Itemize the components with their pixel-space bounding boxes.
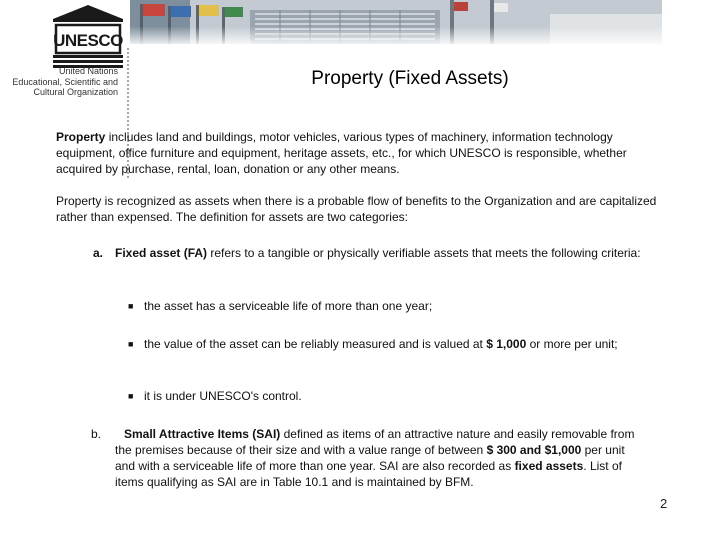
recognition-paragraph: Property is recognized as assets when there is a probable flow of benefits to the Organization and are capitalized rather than expensed. The definition for assets are two categories:: [56, 194, 657, 224]
criteria-text: it is under UNESCO's control.: [144, 389, 302, 403]
sai-text: defined as items of an attractive nature and easily removable from the premises because of their size and with a value range of between: [115, 427, 635, 457]
unesco-temple-logo: [50, 3, 126, 71]
org-name-line: United Nations: [58, 66, 118, 76]
criteria-bullet: [128, 388, 628, 404]
banner-fade-overlay: [130, 0, 662, 44]
criteria-bullet: [128, 336, 628, 352]
list-item-small-attractive-items: [91, 426, 636, 490]
criteria-text: [144, 336, 628, 352]
bullet-dot-icon: ■: [128, 339, 134, 349]
property-definition-text: includes land and buildings, motor vehicles, various types of machinery, information technology equipment, office furniture and equipment, heritage assets, etc., for which UNESCO is responsible, whether acquired by purchase, rental, loan, donation or any other means.: [56, 130, 627, 176]
criteria-text-pre: the value of the asset can be reliably measured and is valued at: [144, 337, 487, 351]
criteria-text: the asset has a serviceable life of more than one year;: [144, 299, 433, 313]
list-marker: b.: [91, 427, 102, 441]
org-name-line: Educational, Scientific and: [12, 76, 118, 87]
list-item-fixed-asset: [93, 245, 653, 261]
sai-value-range: $ 300 and $1,000: [486, 443, 582, 457]
bullet-dot-icon: ■: [128, 301, 134, 311]
fixed-assets-term: fixed assets: [514, 459, 584, 473]
sai-text: . List of items qualifying as SAI are in Table 10.1 and is maintained by BFM.: [115, 459, 622, 489]
bullet-dot-icon: ■: [128, 391, 134, 401]
sai-term: Small Attractive Items (SAI): [124, 427, 281, 441]
org-name-line: Cultural Organization: [33, 87, 118, 97]
fixed-asset-text: refers to a tangible or physically verifiable assets that meets the following criteria:: [207, 246, 641, 260]
logo-lettering: UNESCO: [53, 31, 123, 50]
value-threshold: $ 1,000: [486, 337, 527, 351]
organization-name: [4, 66, 118, 98]
property-term: Property: [56, 130, 106, 144]
sai-text: per unit and with a serviceable life of more than one year. SAI are also recorded as: [115, 443, 625, 473]
page-number: 2: [660, 496, 668, 511]
list-marker: a.: [93, 246, 104, 260]
fixed-asset-term: Fixed asset (FA): [115, 246, 208, 260]
slide-title: Property (Fixed Assets): [311, 68, 509, 89]
criteria-text-post: or more per unit;: [526, 337, 618, 351]
criteria-bullet: [128, 298, 628, 314]
header-banner-photo: [130, 0, 662, 44]
property-definition-paragraph: [56, 129, 666, 177]
